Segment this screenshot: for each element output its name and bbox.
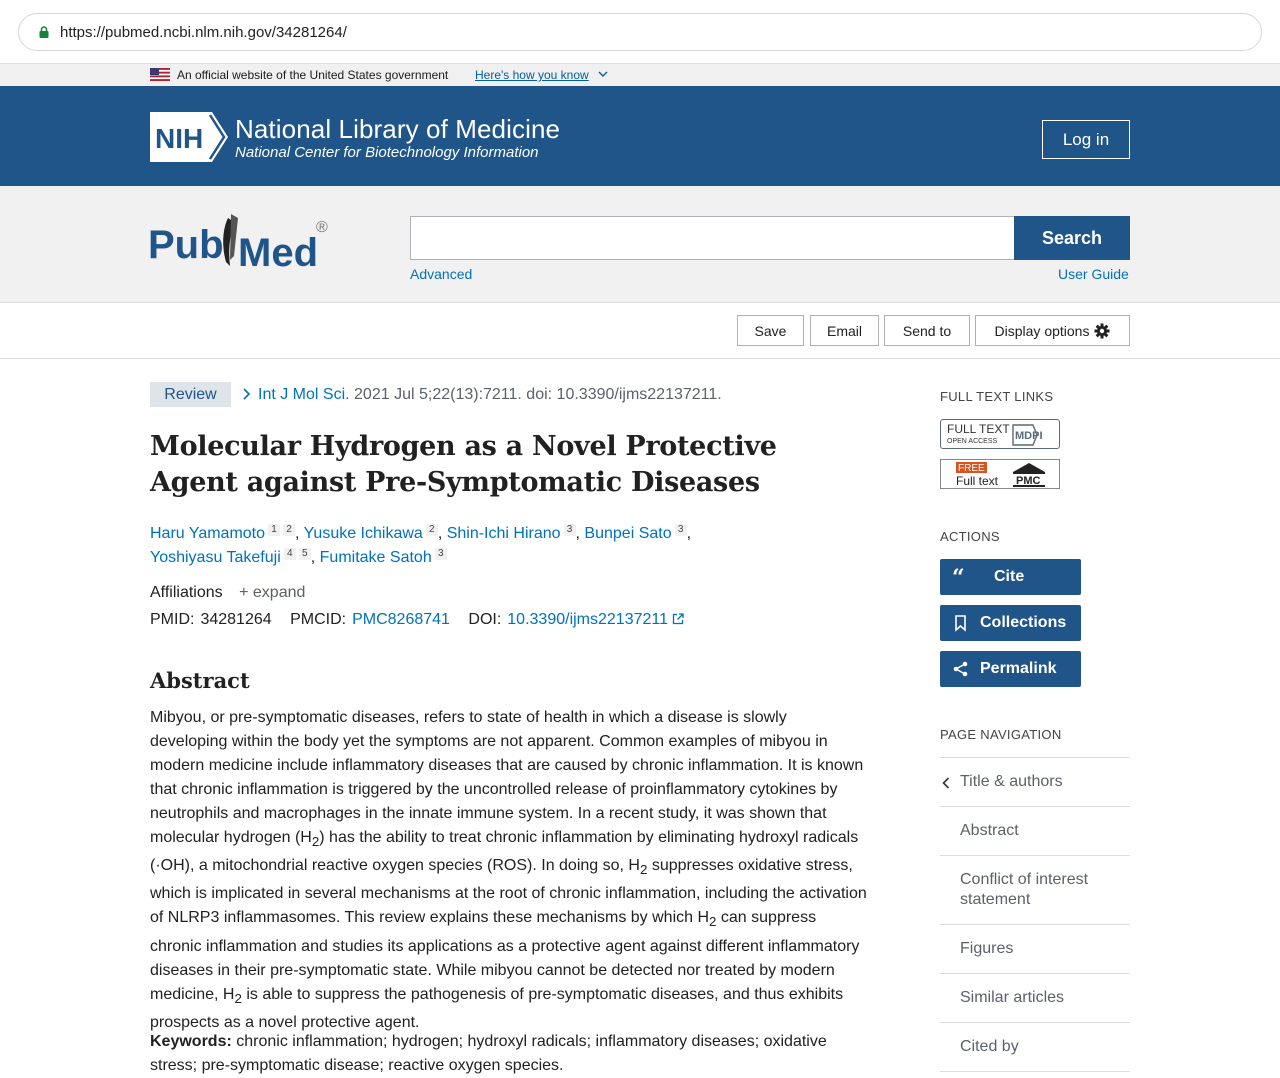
gov-text: An official website of the United States government <box>177 68 449 82</box>
us-flag-icon <box>150 68 170 81</box>
nih-logo[interactable] <box>150 112 228 162</box>
login-button[interactable]: Log in <box>1042 120 1130 159</box>
expand-label: expand <box>252 584 306 601</box>
expand-affiliations-toggle[interactable] <box>239 584 305 601</box>
address-bar[interactable] <box>18 13 1262 51</box>
display-options-button[interactable] <box>975 315 1130 346</box>
pmcid-label: PMCID: <box>290 611 347 628</box>
pubmed-logo-right: Med <box>238 231 318 275</box>
plus-icon: + <box>239 584 249 601</box>
nav-item-similar-articles[interactable]: Similar articles <box>940 974 1130 1023</box>
affiliation-ref[interactable]: 3 <box>435 548 447 560</box>
svg-text:FREE: FREE <box>958 463 985 474</box>
pmcid-link[interactable]: PMC8268741 <box>352 611 450 628</box>
nav-item-abstract[interactable]: Abstract <box>940 807 1130 856</box>
abstract-text: Mibyou, or pre-symptomatic diseases, refers to state of health in which a disease is slowly developing within the body yet the symptoms are not apparent. Common examples of mibyou in modern medicine include inflammatory diseases that are caused by chronic inflammation. It is known that chronic inflammation is triggered by the uncontrolled release of proinflammatory cytokines by neutrophils and macrophages in the innate immune system. In a recent study, it was shown that molecular hydrogen $(H_2)$ has the ability to treat chronic inflammation by eliminating hydroxyl radicals (·OH), a mitochondrial reactive oxygen species (ROS). In doing so, $H_2$ suppresses oxidative stress, which is implicated in several mechanisms at the root of chronic inflammation, including the activation of NLRP3 inflammasomes. This review explains these mechanisms by which $H_2$ can suppress chronic inflammation and studies its applications as a protective agent against different inflammatory diseases in their pre-symptomatic state. While mibyou cannot be detected nor treated by modern medicine, $H_2$ is able to suppress the pathogenesis of pre-symptomatic diseases, and thus exhibits prospects as a novel protective agent. <box>150 709 867 1031</box>
nlm-title[interactable]: National Library of Medicine <box>235 114 561 144</box>
affiliation-ref[interactable]: 1 <box>268 524 280 536</box>
citation-line <box>242 386 722 404</box>
registered-mark: ® <box>316 219 328 236</box>
search-band <box>0 186 1280 303</box>
affiliation-ref[interactable]: 3 <box>675 524 687 536</box>
svg-text:PMC: PMC <box>1016 475 1041 487</box>
affiliation-ref[interactable]: 5 <box>299 548 311 560</box>
collections-button[interactable] <box>940 605 1081 641</box>
affiliation-ref[interactable]: 2 <box>426 524 438 536</box>
email-button[interactable]: Email <box>810 315 879 346</box>
affiliations-label: Affiliations <box>150 584 223 601</box>
citation-details: 2021 Jul 5;22(13):7211. doi: 10.3390/ijms22137211. <box>354 386 722 403</box>
browser-bar <box>0 0 1280 63</box>
doi-label: DOI: <box>468 611 502 628</box>
mdpi-full-text-link[interactable] <box>940 419 1060 449</box>
nav-item-conflict-of-interest[interactable]: Conflict of interest statement <box>940 856 1130 925</box>
svg-text:MDPI: MDPI <box>1015 430 1043 442</box>
advanced-search-link[interactable]: Advanced <box>410 266 473 282</box>
journal-link[interactable]: Int J Mol Sci. <box>258 386 350 403</box>
pmc-free-full-text-link[interactable] <box>940 459 1060 489</box>
permalink-button[interactable] <box>940 651 1081 687</box>
lock-icon <box>39 26 49 38</box>
bookmark-icon <box>952 615 970 631</box>
chevron-right-icon[interactable] <box>242 388 250 400</box>
how-you-know-link[interactable]: Here's how you know <box>475 68 589 82</box>
cite-button[interactable] <box>940 559 1081 595</box>
svg-text:“: “ <box>952 565 965 591</box>
collections-label: Collections <box>980 614 1067 631</box>
nav-item-title-authors[interactable]: Title & authors <box>940 758 1130 807</box>
page-navigation-heading: PAGE NAVIGATION <box>940 727 1062 742</box>
save-button[interactable]: Save <box>737 315 804 346</box>
share-icon <box>952 661 970 677</box>
svg-text:OPEN ACCESS: OPEN ACCESS <box>947 438 998 445</box>
identifiers-row <box>150 611 698 629</box>
author-list: Haru Yamamoto 1 2 , Yusuke Ichikawa 2 , Shin-Ichi Hirano 3 , Bunpei Sato 3 , Yoshiyasu Takefuji 4 5 , Fumitake Satoh 3 <box>150 524 692 566</box>
permalink-label: Permalink <box>980 660 1057 677</box>
quote-icon <box>952 565 970 591</box>
author-link[interactable]: Fumitake Satoh <box>319 549 432 566</box>
pmid-label: PMID: <box>150 611 195 628</box>
user-guide-link[interactable]: User Guide <box>1058 266 1129 282</box>
article-title: Molecular Hydrogen as a Novel Protective Agent against Pre-Symptomatic Diseases <box>150 431 777 498</box>
search-button[interactable]: Search <box>1014 216 1130 260</box>
full-text-links-heading: FULL TEXT LINKS <box>940 389 1054 404</box>
nav-item-figures[interactable]: Figures <box>940 925 1130 974</box>
cite-label: Cite <box>994 568 1025 585</box>
affiliation-ref[interactable]: 3 <box>564 524 576 536</box>
display-options-label: Display options <box>994 322 1090 339</box>
pubmed-logo-left: Pub <box>148 223 224 267</box>
author-link[interactable]: Yusuke Ichikawa <box>303 525 423 542</box>
chevron-down-icon[interactable] <box>598 70 608 78</box>
mdpi-logo <box>941 420 1061 450</box>
chevron-left-icon <box>942 777 950 789</box>
pmc-logo <box>941 460 1061 490</box>
keywords-label: Keywords: <box>150 1033 232 1050</box>
affiliation-ref[interactable]: 4 <box>284 548 296 560</box>
keywords-text: chronic inflammation; hydrogen; hydroxyl radicals; inflammatory diseases; oxidative stress; pre-symptomatic disease; reactive oxygen species. <box>150 1033 827 1074</box>
nih-logo-text: NIH <box>155 123 204 154</box>
actions-heading: ACTIONS <box>940 529 1000 544</box>
nih-header <box>0 86 1280 186</box>
author-link[interactable]: Haru Yamamoto <box>150 525 266 542</box>
pubmed-logo[interactable] <box>148 210 333 276</box>
affiliation-ref[interactable]: 2 <box>283 524 295 536</box>
svg-text:FULL TEXT: FULL TEXT <box>947 422 1010 436</box>
pmid-value: 34281264 <box>200 611 272 628</box>
author-link[interactable]: Bunpei Sato <box>584 525 672 542</box>
gov-banner <box>0 63 1280 86</box>
author-link[interactable]: Shin-Ichi Hirano <box>446 525 561 542</box>
svg-text:Full text: Full text <box>956 474 999 488</box>
external-link-icon[interactable] <box>672 613 684 625</box>
keywords <box>150 1030 868 1078</box>
action-bar <box>0 303 1280 359</box>
send-to-button[interactable]: Send to <box>884 315 970 346</box>
ncbi-subtitle: National Center for Biotechnology Information <box>235 144 539 161</box>
page-navigation-list <box>940 757 1130 1072</box>
search-input[interactable] <box>410 216 1015 260</box>
affiliations-row <box>150 584 305 602</box>
abstract-heading: Abstract <box>150 668 250 693</box>
nav-item-cited-by[interactable]: Cited by <box>940 1023 1130 1072</box>
publication-type-badge: Review <box>150 382 231 407</box>
author-link[interactable]: Yoshiyasu Takefuji <box>150 549 281 566</box>
url-text[interactable]: https://pubmed.ncbi.nlm.nih.gov/34281264/ <box>60 24 347 41</box>
doi-link[interactable]: 10.3390/ijms22137211 <box>507 611 668 628</box>
gear-icon <box>1094 323 1110 339</box>
